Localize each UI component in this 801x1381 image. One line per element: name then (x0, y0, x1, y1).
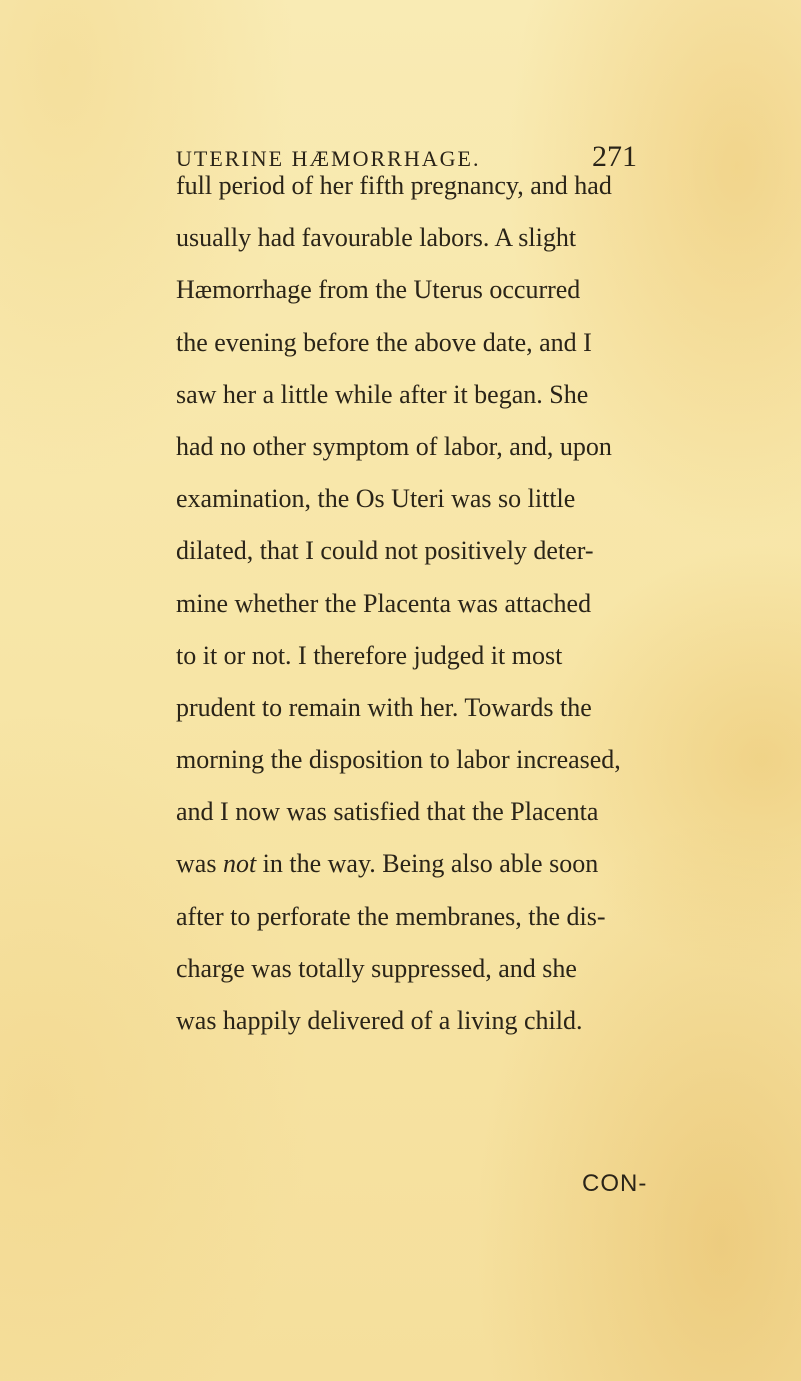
text-line: after to perforate the membranes, the dis- (176, 901, 606, 931)
text-line: the evening before the above date, and I (176, 327, 592, 357)
text-line: prudent to remain with her. Towards the (176, 692, 592, 722)
page-number: 271 (592, 140, 637, 173)
text-line: had no other symptom of labor, and, upon (176, 431, 612, 461)
text-line: mine whether the Placenta was attached (176, 588, 592, 618)
text-line: saw her a little while after it began. She (176, 379, 589, 409)
emphasis: not (222, 849, 257, 879)
text-line: examination, the Os Uteri was so little (176, 484, 576, 514)
text-line: to it or not. I therefore judged it most (176, 640, 563, 670)
text-line: morning the disposition to labor increased, (176, 745, 621, 775)
text-line: full period of her fifth pregnancy, and had (176, 171, 612, 200)
text-line: dilated, that I could not positively deter- (176, 536, 594, 566)
running-head: UTERINE HÆMORRHAGE. (176, 146, 481, 171)
text-line: was happily delivered of a living child. (176, 1006, 583, 1035)
text-line: usually had favourable labors. A slight (176, 223, 577, 253)
text-line: charge was totally suppressed, and she (176, 953, 577, 983)
text-line: Hæmorrhage from the Uterus occurred (176, 275, 581, 305)
text-line: was not in the way. Being also able soon (176, 849, 599, 879)
text-line: and I now was satisfied that the Placenta (176, 797, 599, 827)
catchword: CON- (582, 1170, 648, 1197)
body-text (176, 160, 656, 1047)
